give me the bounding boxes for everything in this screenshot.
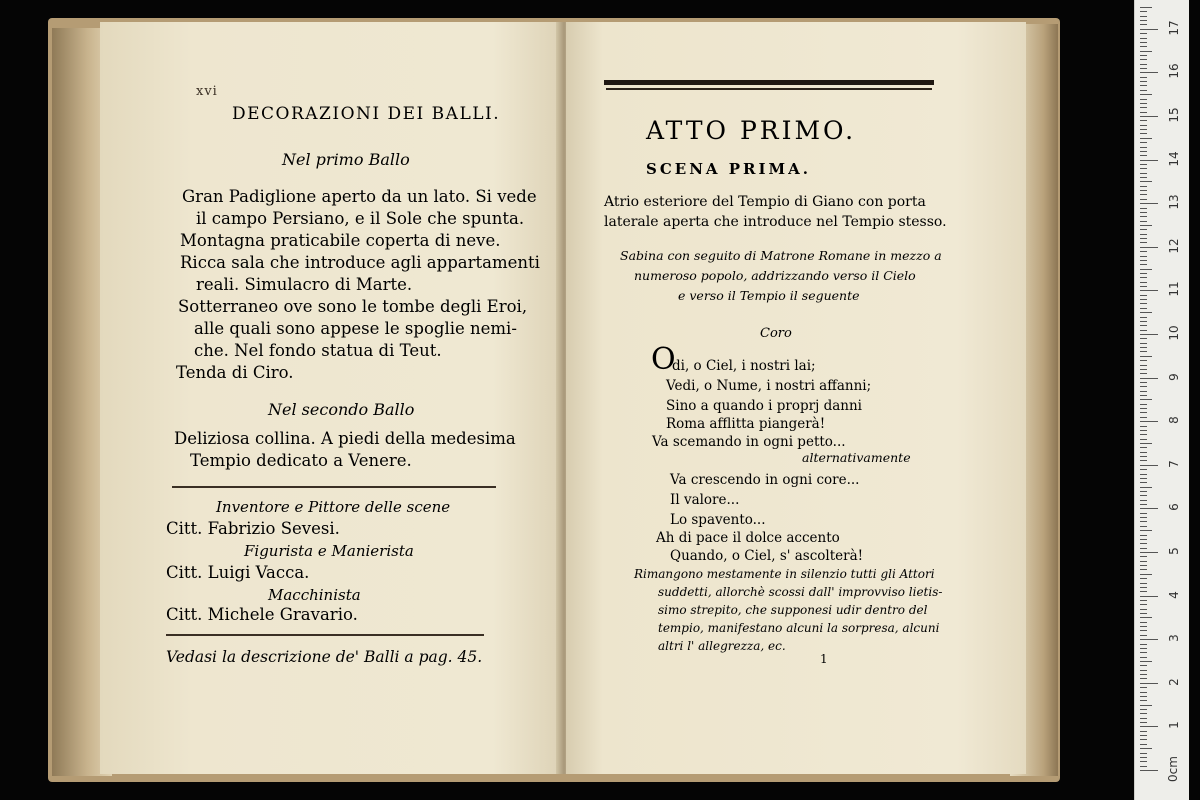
- ballo1-line: Tenda di Ciro.: [176, 363, 294, 382]
- ruler-tick: [1140, 460, 1147, 461]
- ruler-tick: [1140, 569, 1147, 570]
- ballo2-line: Tempio dedicato a Venere.: [190, 451, 412, 470]
- ruler-tick: [1140, 251, 1147, 252]
- ballo2-line: Deliziosa collina. A piedi della medesima: [174, 429, 516, 448]
- ruler-tick: [1140, 90, 1147, 91]
- ruler-tick: [1140, 216, 1147, 217]
- ruler-tick: [1140, 421, 1158, 422]
- ruler-tick: [1140, 247, 1158, 248]
- ruler-tick: [1140, 395, 1147, 396]
- ruler-tick: [1140, 543, 1147, 544]
- credit-role-figurista: Figurista e Manierista: [244, 542, 414, 560]
- ruler-number: 9: [1167, 372, 1181, 381]
- ruler-tick: [1140, 408, 1147, 409]
- ruler-tick: [1140, 85, 1147, 86]
- ruler-tick: [1140, 386, 1147, 387]
- ruler-tick: [1140, 521, 1147, 522]
- decorazioni-title: DECORAZIONI DEI BALLI.: [232, 104, 501, 124]
- ruler-number: 5: [1167, 547, 1181, 555]
- ruler-tick: [1140, 539, 1147, 540]
- ruler-tick: [1140, 225, 1152, 226]
- ruler-tick: [1140, 94, 1152, 95]
- ruler-tick: [1140, 282, 1147, 283]
- ruler-tick: [1140, 504, 1147, 505]
- ruler-tick: [1140, 713, 1147, 714]
- ruler-tick: [1140, 718, 1147, 719]
- closing-direction-line: simo strepito, che supponesi udir dentro del: [658, 603, 928, 617]
- alternatively-direction: alternativamente: [802, 450, 911, 465]
- credit-role-inventore: Inventore e Pittore delle scene: [216, 498, 451, 516]
- ruler-tick: [1140, 273, 1147, 274]
- ruler-tick: [1140, 338, 1147, 339]
- ruler-tick: [1140, 726, 1158, 727]
- ruler-tick: [1140, 51, 1152, 52]
- ruler-tick: [1140, 42, 1147, 43]
- ruler-number: 8: [1167, 416, 1181, 425]
- page-roman-numeral: xvi: [196, 84, 218, 99]
- closing-direction-line: suddetti, allorchè scossi dall' improvviso lietis-: [658, 585, 943, 599]
- coro-label: Coro: [760, 326, 792, 341]
- ruler-number: 6: [1167, 503, 1181, 512]
- ruler-tick: [1140, 77, 1147, 78]
- ruler-tick: [1140, 194, 1147, 195]
- ruler-tick: [1140, 151, 1147, 152]
- ruler-tick: [1140, 203, 1158, 204]
- ruler-tick: [1140, 644, 1147, 645]
- ruler-tick: [1140, 770, 1158, 771]
- ruler-tick: [1140, 696, 1147, 697]
- setting-line: laterale aperta che introduce nel Tempio stesso.: [604, 214, 947, 230]
- verse-line: Sino a quando i proprj danni: [666, 398, 862, 414]
- ruler-tick: [1140, 652, 1147, 653]
- ruler-tick: [1140, 46, 1147, 47]
- ruler-tick: [1140, 630, 1147, 631]
- ruler-tick: [1140, 739, 1147, 740]
- ruler-tick: [1140, 351, 1147, 352]
- ruler-tick: [1140, 399, 1152, 400]
- ruler-tick: [1140, 7, 1152, 8]
- ruler-number: 15: [1167, 107, 1181, 123]
- drop-cap: O: [651, 342, 676, 377]
- ruler-tick: [1140, 609, 1147, 610]
- verse-line: Il valore...: [670, 492, 740, 508]
- ruler-tick: [1140, 81, 1147, 82]
- ruler-tick: [1140, 221, 1147, 222]
- ruler-tick: [1140, 365, 1147, 366]
- ballo1-line: Montagna praticabile coperta di neve.: [180, 231, 501, 250]
- ruler-tick: [1140, 312, 1152, 313]
- ruler-tick: [1140, 234, 1147, 235]
- ballo1-line: Gran Padiglione aperto da un lato. Si vede: [182, 187, 537, 206]
- verse-line: Roma afflitta piangerà!: [666, 416, 826, 432]
- ruler-tick: [1140, 212, 1147, 213]
- ruler-tick: [1140, 670, 1147, 671]
- ruler-tick: [1140, 526, 1147, 527]
- setting-line: Atrio esteriore del Tempio di Giano con porta: [604, 194, 926, 210]
- ruler-tick: [1140, 731, 1147, 732]
- ruler-tick: [1140, 391, 1147, 392]
- ruler-tick: [1140, 264, 1147, 265]
- ruler-tick: [1140, 613, 1147, 614]
- credit-name-inventore: Citt. Fabrizio Sevesi.: [166, 519, 340, 538]
- ruler-tick: [1140, 181, 1152, 182]
- ruler-tick: [1140, 757, 1147, 758]
- ruler-tick: [1140, 648, 1147, 649]
- ballo1-line: Ricca sala che introduce agli appartamenti: [180, 253, 540, 272]
- ruler-tick: [1140, 591, 1147, 592]
- verse-line: Va crescendo in ogni core...: [670, 472, 860, 488]
- ruler-tick: [1140, 256, 1147, 257]
- ruler-tick: [1140, 596, 1158, 597]
- ruler-tick: [1140, 160, 1158, 161]
- ruler-tick: [1140, 478, 1147, 479]
- verse-line: Va scemando in ogni petto...: [652, 434, 846, 450]
- ruler-tick: [1140, 208, 1147, 209]
- ruler-tick: [1140, 164, 1147, 165]
- ruler-number: 17: [1167, 20, 1181, 36]
- ruler-tick: [1140, 116, 1158, 117]
- ruler-tick: [1140, 447, 1147, 448]
- ballo2-heading: Nel secondo Ballo: [268, 400, 415, 419]
- ruler-tick: [1140, 229, 1147, 230]
- ruler-tick: [1140, 600, 1147, 601]
- ruler-tick: [1140, 517, 1147, 518]
- ruler-tick: [1140, 38, 1147, 39]
- ballo1-heading: Nel primo Ballo: [282, 150, 410, 169]
- ruler-tick: [1140, 125, 1147, 126]
- ruler-tick: [1140, 735, 1147, 736]
- ruler-tick: [1140, 748, 1152, 749]
- ornamental-rule: [606, 88, 932, 90]
- ruler-tick: [1140, 552, 1158, 553]
- verse-line: di, o Ciel, i nostri lai;: [672, 358, 816, 374]
- ruler-tick: [1140, 709, 1147, 710]
- ruler-tick: [1140, 343, 1147, 344]
- ballo1-line: che. Nel fondo statua di Teut.: [194, 341, 442, 360]
- divider-rule: [172, 486, 496, 488]
- ruler-tick: [1140, 277, 1147, 278]
- ruler-tick: [1140, 722, 1147, 723]
- verse-line: Ah di pace il dolce accento: [656, 530, 840, 546]
- divider-rule: [166, 634, 484, 636]
- ruler-tick: [1140, 587, 1147, 588]
- ruler-tick: [1140, 360, 1147, 361]
- ruler-tick: [1140, 190, 1147, 191]
- ruler-tick: [1140, 155, 1147, 156]
- ruler-tick: [1140, 678, 1147, 679]
- ruler-tick: [1140, 378, 1158, 379]
- scene-title: SCENA PRIMA.: [646, 160, 812, 178]
- ruler-tick: [1140, 238, 1147, 239]
- ruler-tick: [1140, 260, 1147, 261]
- ruler-tick: [1140, 99, 1147, 100]
- ruler-tick: [1140, 574, 1152, 575]
- ruler-number: 12: [1167, 238, 1181, 254]
- verse-line: Quando, o Ciel, s' ascolterà!: [670, 548, 864, 564]
- ruler-tick: [1140, 404, 1147, 405]
- ruler-number: 4: [1167, 590, 1181, 599]
- ruler-tick: [1140, 72, 1158, 73]
- ruler-tick: [1140, 186, 1147, 187]
- ruler-tick: [1140, 474, 1147, 475]
- ruler-tick: [1140, 530, 1152, 531]
- ruler-number: 3: [1167, 634, 1181, 643]
- ruler-tick: [1140, 535, 1147, 536]
- ruler-tick: [1140, 495, 1147, 496]
- ruler-tick: [1140, 753, 1147, 754]
- ruler-tick: [1140, 487, 1152, 488]
- ruler-number: 11: [1167, 281, 1181, 298]
- ornamental-rule: [604, 80, 934, 85]
- ruler-tick: [1140, 565, 1147, 566]
- ruler-tick: [1140, 622, 1147, 623]
- ruler-tick: [1140, 299, 1147, 300]
- ruler-tick: [1140, 138, 1152, 139]
- ruler-tick: [1140, 173, 1147, 174]
- verse-line: Vedi, o Nume, i nostri affanni;: [666, 378, 872, 394]
- ruler-tick: [1140, 452, 1147, 453]
- ruler-tick: [1140, 639, 1158, 640]
- ruler-tick: [1140, 578, 1147, 579]
- ruler-tick: [1140, 657, 1147, 658]
- ruler-tick: [1140, 29, 1158, 30]
- ruler-tick: [1140, 456, 1147, 457]
- ruler-tick: [1140, 373, 1147, 374]
- ruler-tick: [1140, 290, 1158, 291]
- closing-direction-line: Rimangono mestamente in silenzio tutti gli Attori: [634, 567, 935, 581]
- verse-line: Lo spavento...: [670, 512, 766, 528]
- closing-direction-line: altri l' allegrezza, ec.: [658, 639, 786, 653]
- ruler-tick: [1140, 761, 1147, 762]
- ruler-tick: [1140, 465, 1158, 466]
- ruler-tick: [1140, 617, 1152, 618]
- ruler-tick: [1140, 112, 1147, 113]
- ruler-tick: [1140, 303, 1147, 304]
- ruler-tick: [1140, 325, 1147, 326]
- ruler-tick: [1140, 16, 1147, 17]
- act-title: ATTO PRIMO.: [646, 116, 857, 145]
- ruler-tick: [1140, 347, 1147, 348]
- ruler-tick: [1140, 20, 1147, 21]
- ruler-tick: [1140, 382, 1147, 383]
- ballo1-line: alle quali sono appese le spoglie nemi-: [194, 319, 517, 338]
- ruler-tick: [1140, 64, 1147, 65]
- ruler-tick: [1140, 242, 1147, 243]
- ruler-tick: [1140, 199, 1147, 200]
- ruler-tick: [1140, 443, 1152, 444]
- ruler-tick: [1140, 766, 1147, 767]
- ruler-tick: [1140, 129, 1147, 130]
- credit-role-macchinista: Macchinista: [268, 586, 361, 604]
- ruler-tick: [1140, 356, 1152, 357]
- ruler-tick: [1140, 430, 1147, 431]
- ruler-tick: [1140, 107, 1147, 108]
- ruler-tick: [1140, 120, 1147, 121]
- ruler-tick: [1140, 556, 1147, 557]
- ruler-tick: [1140, 469, 1147, 470]
- ruler-tick: [1140, 635, 1147, 636]
- ruler-tick: [1140, 286, 1147, 287]
- ruler-unit-label: 0cm: [1166, 756, 1180, 782]
- ruler-tick: [1140, 24, 1147, 25]
- stage-direction-line: Sabina con seguito di Matrone Romane in mezzo a: [620, 248, 942, 263]
- ruler-tick: [1140, 434, 1147, 435]
- ruler-tick: [1140, 561, 1147, 562]
- ruler-tick: [1140, 508, 1158, 509]
- ruler-number: 16: [1167, 63, 1181, 80]
- ruler-tick: [1140, 147, 1147, 148]
- ruler-tick: [1140, 308, 1147, 309]
- ruler-tick: [1140, 513, 1147, 514]
- ruler-number: 1: [1167, 721, 1181, 730]
- ruler-tick: [1140, 334, 1158, 335]
- ruler-tick: [1140, 59, 1147, 60]
- ruler-tick: [1140, 687, 1147, 688]
- ruler-tick: [1140, 417, 1147, 418]
- credit-name-figurista: Citt. Luigi Vacca.: [166, 563, 310, 582]
- ruler-tick: [1140, 133, 1147, 134]
- ruler-tick: [1140, 269, 1152, 270]
- ruler-tick: [1140, 295, 1147, 296]
- credit-name-macchinista: Citt. Michele Gravario.: [166, 605, 358, 624]
- ruler-tick: [1140, 103, 1147, 104]
- ruler-number: 2: [1167, 677, 1181, 686]
- ruler-tick: [1140, 482, 1147, 483]
- ruler-tick: [1140, 142, 1147, 143]
- ruler-tick: [1140, 177, 1147, 178]
- ruler-tick: [1140, 604, 1147, 605]
- ruler-tick: [1140, 665, 1147, 666]
- ruler-tick: [1140, 33, 1147, 34]
- ruler-tick: [1140, 491, 1147, 492]
- ruler-tick: [1140, 705, 1152, 706]
- closing-direction-line: tempio, manifestano alcuni la sorpresa, alcuni: [658, 621, 940, 635]
- ruler-tick: [1140, 661, 1152, 662]
- ruler-tick: [1140, 321, 1147, 322]
- ruler-tick: [1140, 500, 1147, 501]
- ruler-tick: [1140, 439, 1147, 440]
- ballo1-line: il campo Persiano, e il Sole che spunta.: [196, 209, 525, 228]
- page-number: 1: [820, 652, 828, 666]
- footer-note: Vedasi la descrizione de' Balli a pag. 45.: [166, 648, 483, 666]
- ballo1-line: Sotterraneo ove sono le tombe degli Eroi,: [178, 297, 528, 316]
- ruler-tick: [1140, 369, 1147, 370]
- ruler-tick: [1140, 68, 1147, 69]
- ruler-tick: [1140, 11, 1147, 12]
- ruler-tick: [1140, 412, 1147, 413]
- ruler-tick: [1140, 700, 1147, 701]
- ruler-tick: [1140, 330, 1147, 331]
- stage-direction-line: numeroso popolo, addrizzando verso il Cielo: [634, 268, 916, 283]
- ruler-tick: [1140, 683, 1158, 684]
- ruler-tick: [1140, 674, 1147, 675]
- ruler-tick: [1140, 548, 1147, 549]
- ruler-tick: [1140, 317, 1147, 318]
- ruler-tick: [1140, 583, 1147, 584]
- ruler-tick: [1140, 692, 1147, 693]
- ruler-number: 13: [1167, 194, 1181, 210]
- ruler-tick: [1140, 426, 1147, 427]
- ruler-tick: [1140, 744, 1147, 745]
- ruler-tick: [1140, 168, 1147, 169]
- ruler-tick: [1140, 55, 1147, 56]
- ruler-tick: [1140, 626, 1147, 627]
- stage-direction-line: e verso il Tempio il seguente: [678, 288, 860, 303]
- ruler-number: 10: [1167, 325, 1181, 341]
- ballo1-line: reali. Simulacro di Marte.: [196, 275, 413, 294]
- ruler-number: 14: [1167, 150, 1181, 167]
- ruler-number: 7: [1167, 459, 1181, 468]
